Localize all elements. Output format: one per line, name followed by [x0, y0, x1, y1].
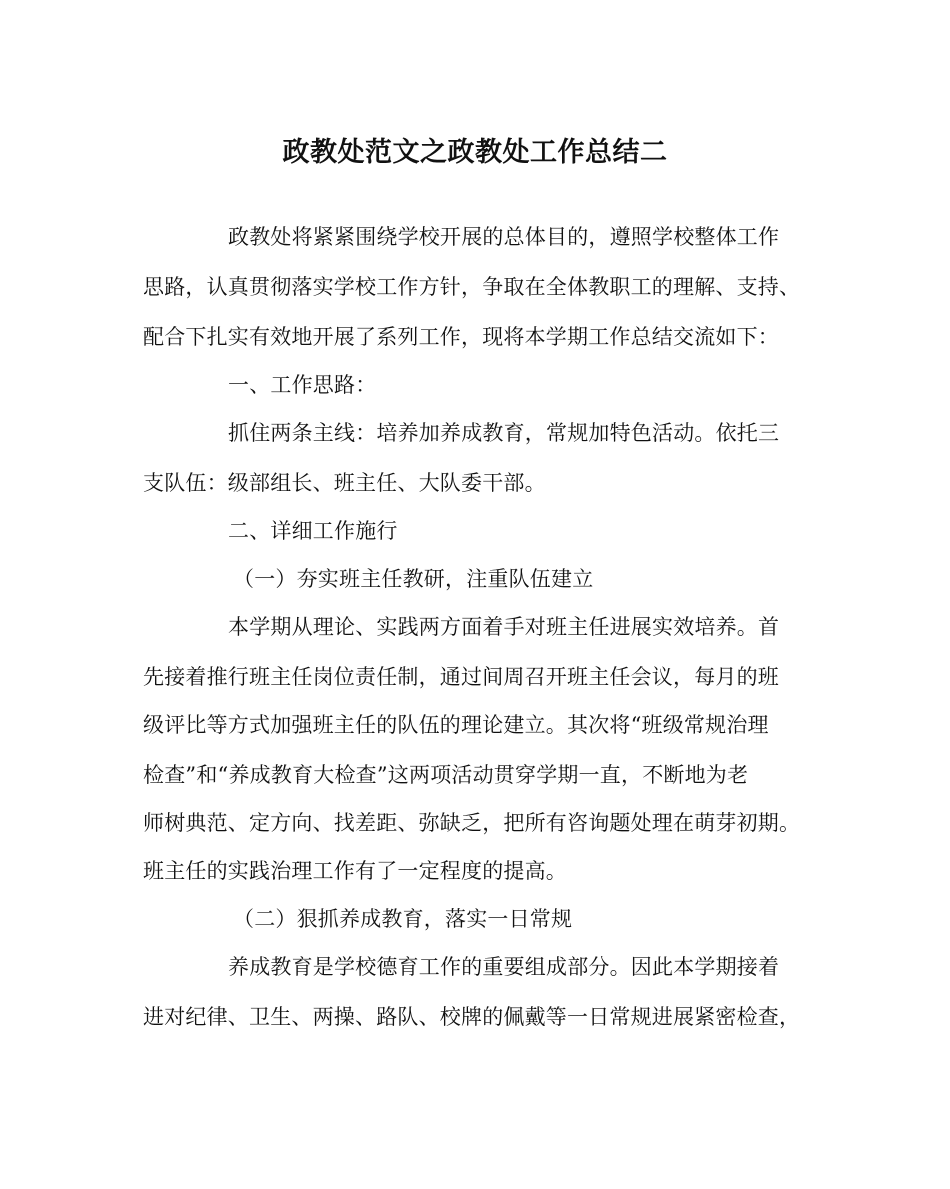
- paragraph-1-line-3: 配合下扎实有效地开展了系列工作，现将本学期工作总结交流如下：: [143, 325, 779, 349]
- paragraph-3-line-5: 师树典范、定方向、找差距、弥缺乏，把所有咨询题处理在萌芽初期。: [143, 811, 801, 835]
- paragraph-4-line-1: 养成教育是学校德育工作的重要组成部分。因此本学期接着: [228, 955, 780, 979]
- paragraph-3-line-4: 检查”和“养成教育大检查”这两项活动贯穿学期一直，不断地为老: [143, 763, 749, 787]
- paragraph-3-line-3: 级评比等方式加强班主任的队伍的理论建立。其次将“班级常规治理: [143, 713, 769, 737]
- subsection-heading-2: （二）狠抓养成教育，落实一日常规: [233, 907, 573, 931]
- subsection-heading-1: （一）夯实班主任教研，注重队伍建立: [233, 567, 594, 591]
- paragraph-4-line-2: 进对纪律、卫生、两操、路队、校牌的佩戴等一日常规进展紧密检查，: [143, 1005, 801, 1029]
- section-heading-1: 一、工作思路：: [228, 373, 377, 397]
- section-heading-2: 二、详细工作施行: [228, 519, 398, 543]
- paragraph-3-line-2: 先接着推行班主任岗位责任制，通过间周召开班主任会议，每月的班: [143, 665, 779, 689]
- paragraph-3-line-6: 班主任的实践治理工作有了一定程度的提高。: [143, 859, 567, 883]
- paragraph-2-line-1: 抓住两条主线：培养加养成教育，常规加特色活动。依托三: [228, 421, 780, 445]
- paragraph-1-line-1: 政教处将紧紧围绕学校开展的总体目的，遵照学校整体工作: [228, 225, 780, 249]
- paragraph-3-line-1: 本学期从理论、实践两方面着手对班主任进展实效培养。首: [228, 615, 780, 639]
- document-title: 政教处范文之政教处工作总结二: [282, 137, 668, 168]
- paragraph-2-line-2: 支队伍：级部组长、班主任、大队委干部。: [143, 471, 546, 495]
- paragraph-1-line-2: 思路，认真贯彻落实学校工作方针，争取在全体教职工的理解、支持、: [143, 275, 801, 299]
